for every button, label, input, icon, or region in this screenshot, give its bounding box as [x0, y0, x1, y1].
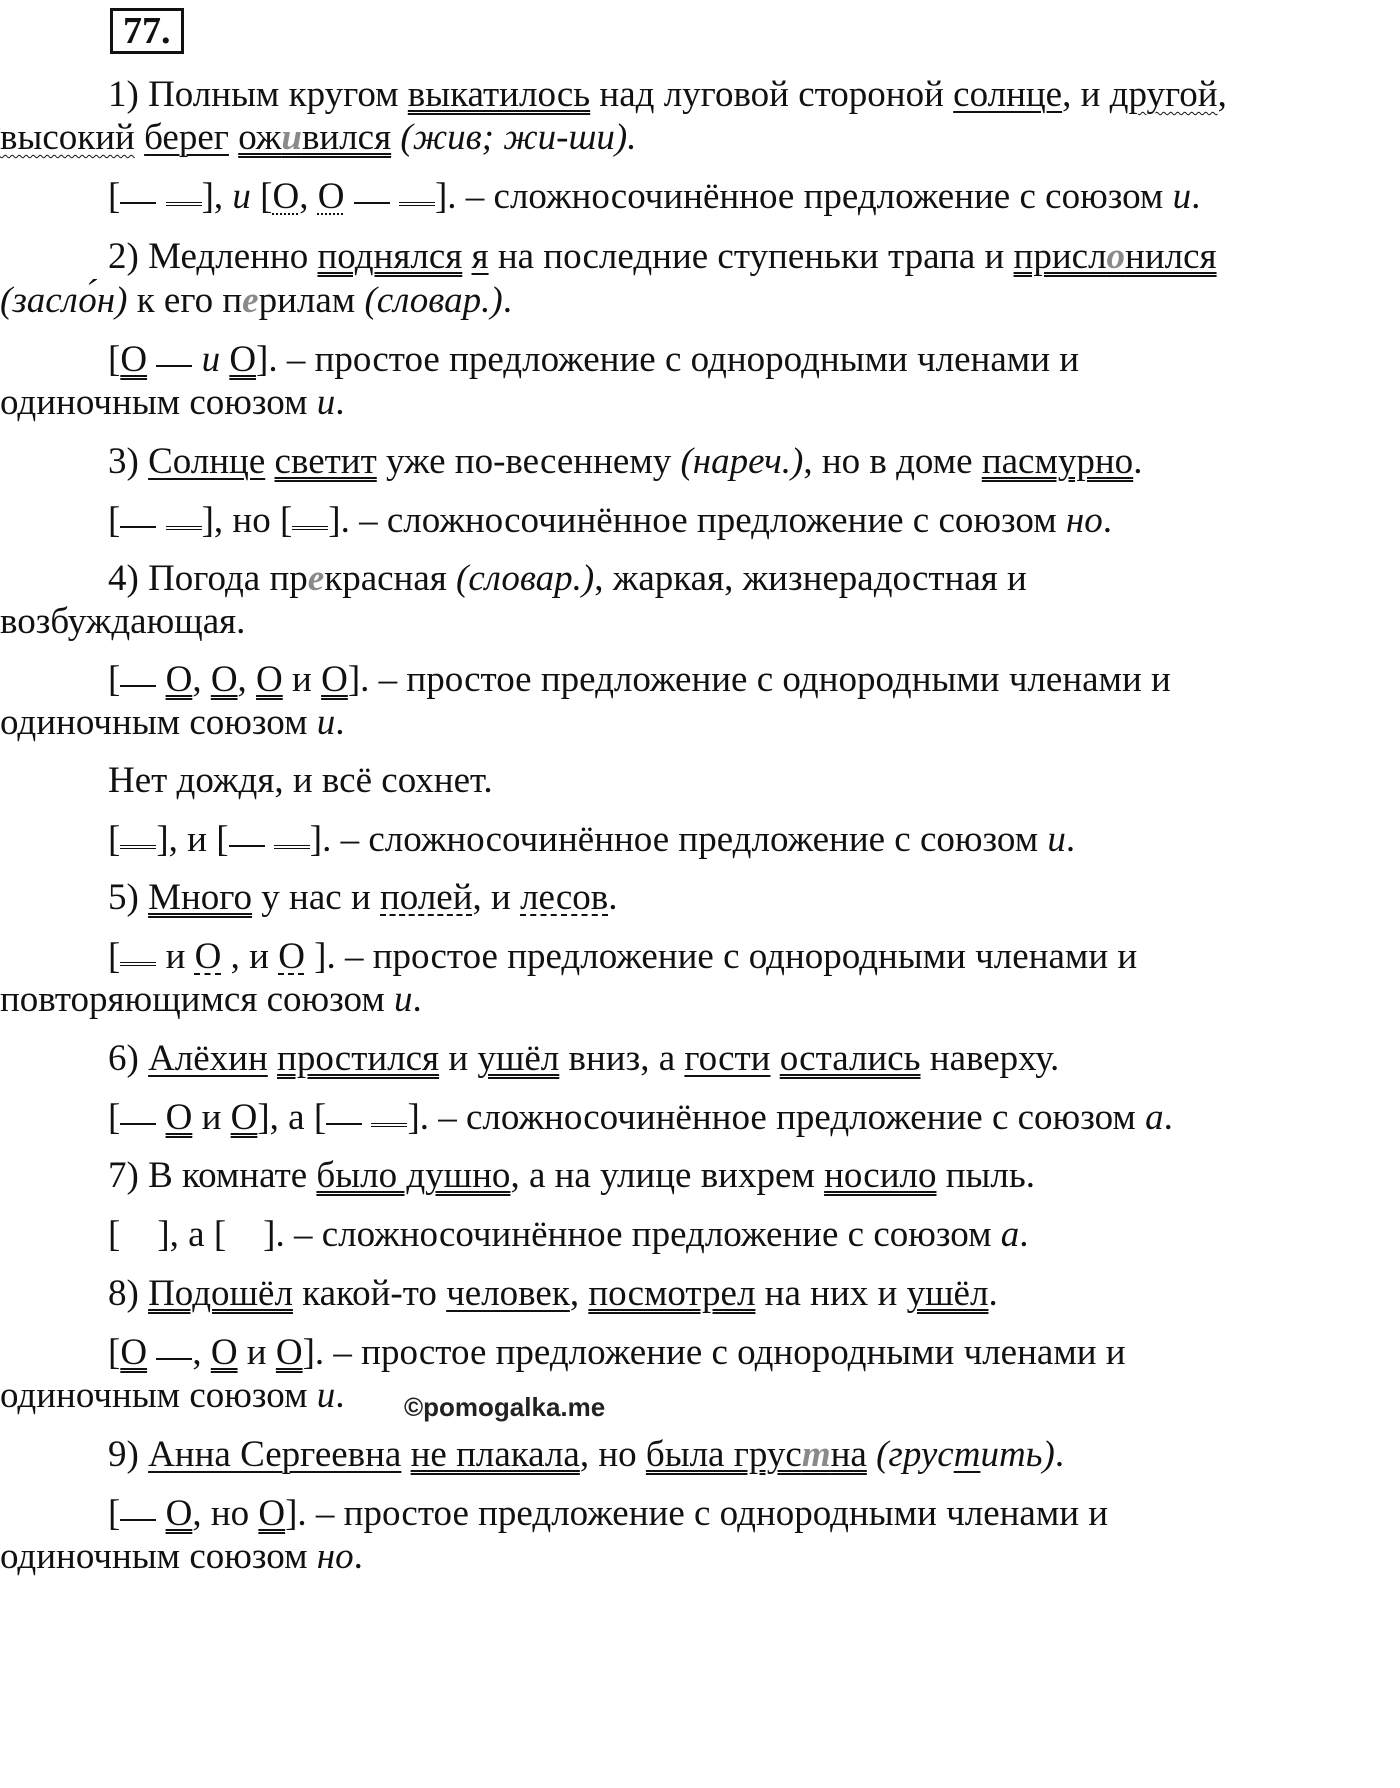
scheme-9-line-1: [ О, но О]. – простое предложение с однородными членами и	[108, 1493, 1109, 1534]
scheme-7: [ ], а [ ]. – сложносочинённое предложение с союзом а.	[108, 1214, 1029, 1255]
scheme-5-line-2: повторяющимся союзом и.	[0, 979, 422, 1020]
scheme-5-line-1: [ и О , и О ]. – простое предложение с однородными членами и	[108, 936, 1138, 977]
sentence-2-line-1: 2) Медленно поднялся я на последние ступеньки трапа и прислонился	[108, 236, 1217, 277]
scheme-8-line-1: [О , О и О]. – простое предложение с однородными членами и	[108, 1332, 1126, 1373]
watermark: ©pomogalka.me	[404, 1392, 606, 1422]
exercise-number: 77.	[110, 8, 184, 54]
scheme-4b: [ ], и [ ]. – сложносочинённое предложение с союзом и.	[108, 819, 1076, 860]
sentence-1-line-1: 1) Полным кругом выкатилось над луговой стороной солнце, и другой,	[108, 74, 1227, 115]
sentence-4b: Нет дождя, и всё сохнет.	[108, 760, 493, 801]
scheme-1: [ ], и [О, О ]. – сложносочинённое предложение с союзом и.	[108, 176, 1201, 217]
scheme-2-line-1: [О и О]. – простое предложение с однородными членами и	[108, 339, 1080, 380]
sentence-6: 6) Алёхин простился и ушёл вниз, а гости остались наверху.	[108, 1038, 1060, 1079]
sentence-1-line-2: высокий берег оживился (жив; жи-ши).	[0, 117, 637, 158]
scheme-4-line-2: одиночным союзом и.	[0, 702, 345, 743]
sentence-2-line-2: (засло́н) к его перилам (словар.).	[0, 280, 512, 321]
sentence-7: 7) В комнате было душно, а на улице вихрем носило пыль.	[108, 1155, 1035, 1196]
scheme-9-line-2: одиночным союзом но.	[0, 1536, 363, 1577]
sentence-8: 8) Подошёл какой-то человек, посмотрел на них и ушёл.	[108, 1273, 998, 1314]
scheme-3: [ ], но [ ]. – сложносочинённое предложение с союзом но.	[108, 500, 1113, 541]
sentence-3: 3) Солнце светит уже по-весеннему (нареч.), но в доме пасмурно.	[108, 441, 1143, 482]
scheme-2-line-2: одиночным союзом и.	[0, 382, 345, 423]
sentence-4-line-2: возбуждающая.	[0, 601, 246, 642]
sentence-9: 9) Анна Сергеевна не плакала, но была грустна (грустить).	[108, 1434, 1065, 1475]
sentence-5: 5) Много у нас и полей, и лесов.	[108, 877, 618, 918]
scheme-6: [ О и О], а [ ]. – сложносочинённое предложение с союзом а.	[108, 1097, 1173, 1138]
scheme-8-line-2: одиночным союзом и.	[0, 1375, 345, 1416]
sentence-4-line-1: 4) Погода прекрасная (словар.), жаркая, жизнерадостная и	[108, 558, 1027, 599]
scheme-4-line-1: [ О, О, О и О]. – простое предложение с однородными членами и	[108, 659, 1171, 700]
